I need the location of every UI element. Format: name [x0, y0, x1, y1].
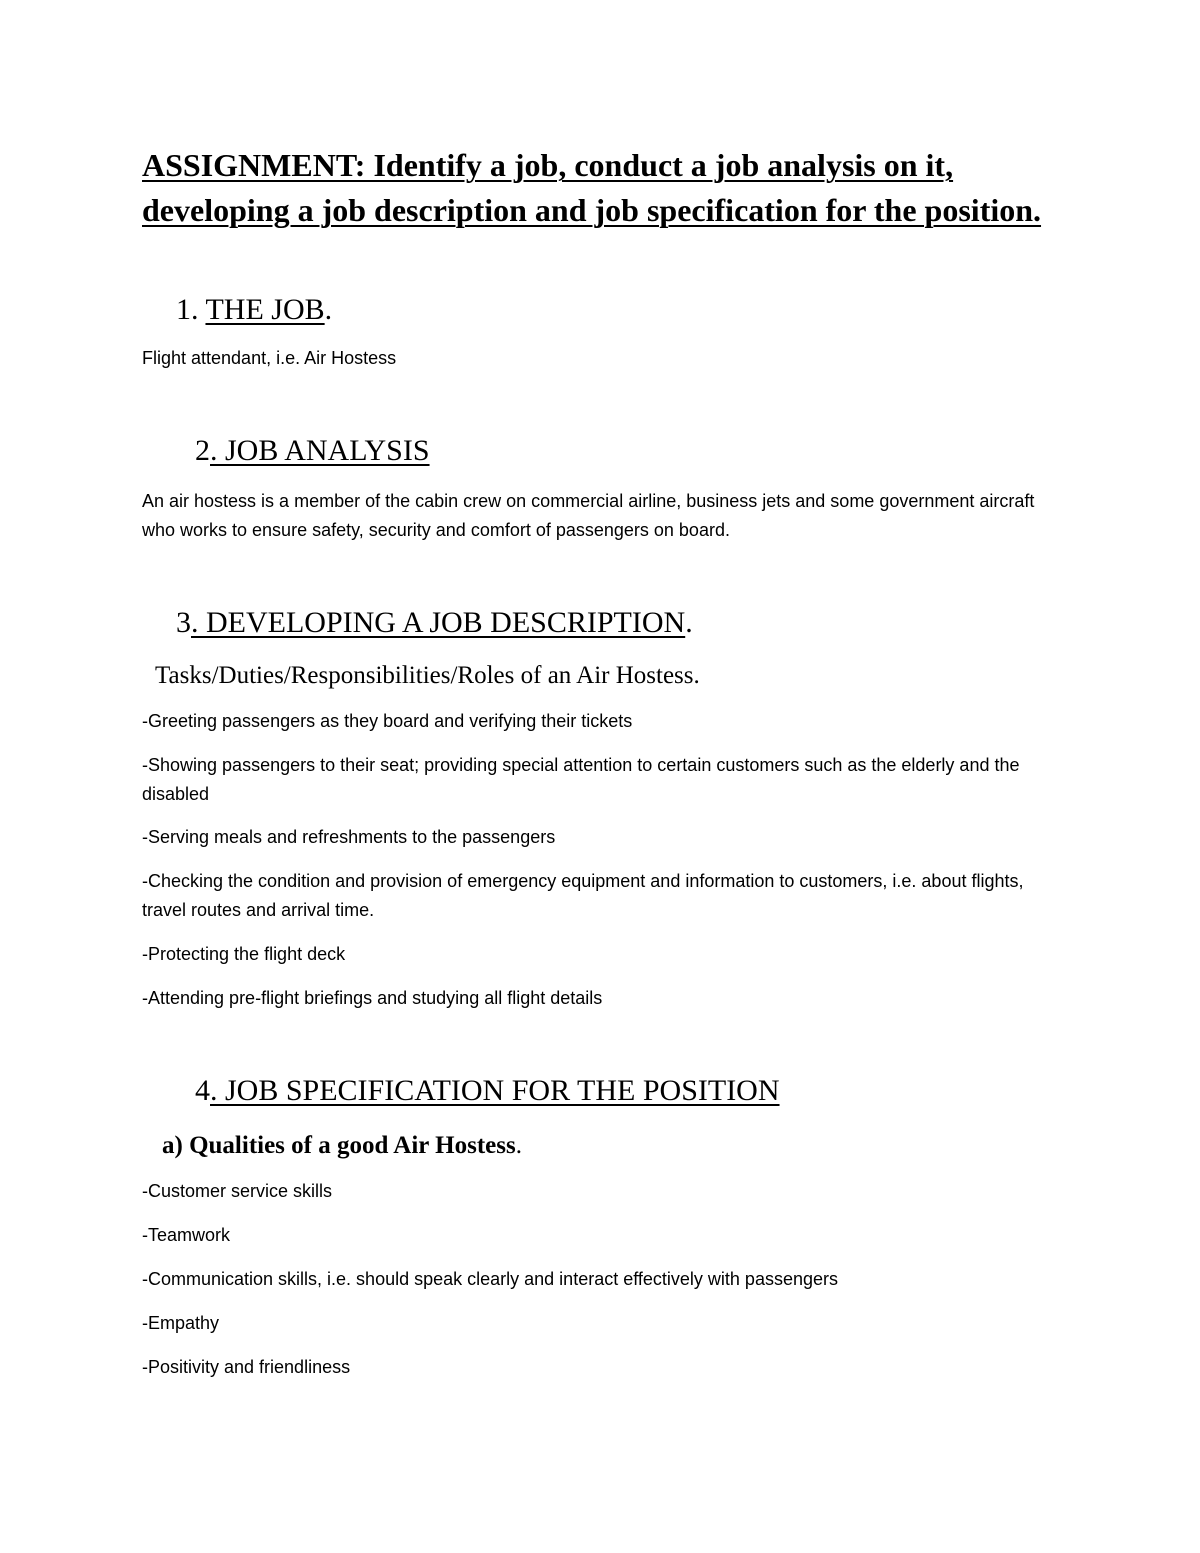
section-1-heading — [176, 292, 332, 328]
section-2-title: . JOB ANALYSIS — [210, 434, 430, 467]
section-1-number: 1. — [176, 293, 199, 326]
section-2-text: An air hostess is a member of the cabin crew on commercial airline, business jets and some government aircraft who works to ensure safety, security and comfort of passengers on board. — [142, 491, 1035, 540]
duty-item: -Attending pre-flight briefings and studying all flight details — [142, 988, 603, 1008]
duty-item: -Protecting the flight deck — [142, 944, 346, 964]
section-4-heading — [195, 1073, 780, 1109]
assignment-title: ASSIGNMENT: Identify a job, conduct a job analysis on it, developing a job description and job specification for the position. — [142, 147, 1042, 228]
section-3-number: 3 — [176, 606, 191, 639]
duty-item: -Greeting passengers as they board and verifying their tickets — [142, 711, 633, 731]
section-4-subheading-tail: . — [515, 1132, 522, 1159]
section-1-title-tail: . — [324, 293, 333, 326]
quality-item: -Communication skills, i.e. should speak clearly and interact effectively with passengers — [142, 1269, 838, 1289]
section-4-subheading-text: a) Qualities of a good Air Hostess — [162, 1132, 516, 1159]
quality-item: -Empathy — [142, 1313, 220, 1333]
section-3-subheading: Tasks/Duties/Responsibilities/Roles of an Air Hostess. — [155, 662, 700, 689]
section-1-title: THE JOB — [205, 293, 325, 326]
duty-item: -Checking the condition and provision of emergency equipment and information to customers, i.e. about flights, travel routes and arrival time. — [142, 871, 1024, 920]
section-2-number: 2 — [195, 434, 210, 467]
section-4-subheading — [162, 1130, 522, 1162]
section-3-title-tail: . — [685, 606, 693, 639]
section-1-text: Flight attendant, i.e. Air Hostess — [142, 348, 397, 368]
duty-item: -Showing passengers to their seat; providing special attention to certain customers such as the elderly and the disabled — [142, 755, 1020, 804]
section-2-heading — [195, 433, 430, 469]
section-4-number: 4 — [195, 1074, 210, 1107]
duty-item: -Serving meals and refreshments to the passengers — [142, 827, 556, 847]
quality-item: -Positivity and friendliness — [142, 1357, 351, 1377]
section-3-title: . DEVELOPING A JOB DESCRIPTION — [191, 606, 686, 639]
quality-item: -Teamwork — [142, 1225, 231, 1245]
section-4-title: . JOB SPECIFICATION FOR THE POSITION — [210, 1074, 780, 1107]
quality-item: -Customer service skills — [142, 1181, 333, 1201]
section-3-heading — [176, 605, 693, 641]
